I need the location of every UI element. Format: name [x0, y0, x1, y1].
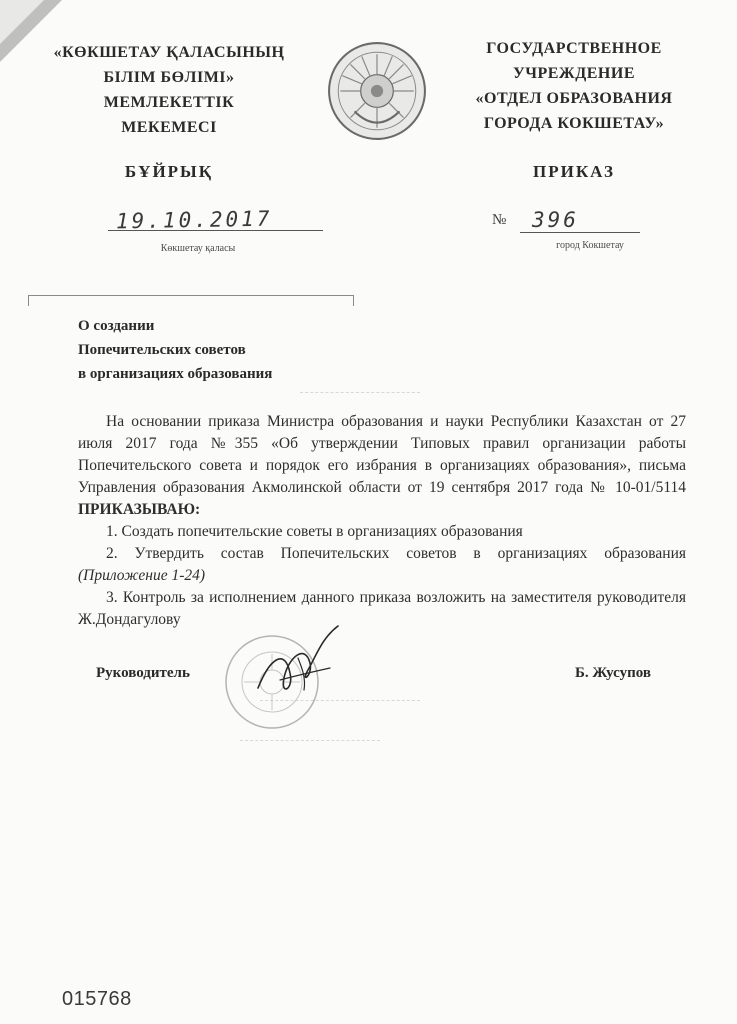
- header-ru: [455, 36, 693, 136]
- document-serial-number: 015768: [62, 988, 132, 1010]
- header-ru-line: ГОРОДА КОКШЕТАУ»: [483, 115, 665, 132]
- order-subject: [78, 314, 272, 386]
- order-date: 19.10.2017: [115, 206, 273, 234]
- state-emblem-icon: [326, 40, 428, 142]
- header-kz: [40, 40, 298, 140]
- order-body: [78, 411, 686, 631]
- subject-line: О создании: [78, 318, 155, 334]
- preamble: [78, 411, 686, 521]
- order-number: 396: [532, 208, 579, 232]
- handwritten-signature: [250, 618, 345, 703]
- order-item-3: 3. Контроль за исполнением данного приказа возложить на заместителя руководителя Ж.Дондагулову: [78, 589, 686, 628]
- number-underline: [520, 232, 640, 233]
- header-kz-line: БІЛІМ БӨЛІМІ»: [103, 69, 235, 86]
- subject-line: Попечительских советов: [78, 342, 246, 358]
- subject-line: в организациях образования: [78, 366, 273, 382]
- header-kz-line: МЕКЕМЕСІ: [121, 119, 217, 136]
- order-keyword: ПРИКАЗЫВАЮ:: [78, 501, 201, 518]
- preamble-text: На основании приказа Министра образования и науки Республики Казахстан от 27 июля 2017 года №355 «Об утверждении Типовых правил организации работы Попечительского совета и порядок его избрания в организациях образования», письма Управления образования Акмолинской области от 19 сентября 2017 года № 10-01/5114: [78, 413, 686, 496]
- order-item-2: [78, 543, 686, 587]
- subject-bracket: [28, 295, 354, 306]
- folded-corner-inner: [0, 0, 44, 44]
- doc-type-ru: ПРИКАЗ: [533, 162, 615, 181]
- appendix-ref: (Приложение 1-24): [78, 567, 206, 584]
- header-ru-line: УЧРЕЖДЕНИЕ: [513, 65, 635, 82]
- header-kz-line: «КӨКШЕТАУ ҚАЛАСЫНЫҢ: [53, 44, 285, 61]
- signatory-position: Руководитель: [96, 665, 190, 681]
- city-kz: Көкшетау қаласы: [160, 243, 236, 254]
- order-item-1: 1. Создать попечительские советы в организациях образования: [106, 523, 523, 540]
- header-ru-line: ГОСУДАРСТВЕННОЕ: [486, 40, 662, 57]
- city-ru: город Кокшетау: [556, 240, 624, 251]
- bleed-through-mark: [240, 740, 380, 741]
- number-sign: №: [492, 212, 507, 228]
- date-underline: [108, 230, 323, 231]
- order-item-2-text: 2. Утвердить состав Попечительских советов в организациях образования: [106, 545, 686, 562]
- bleed-through-mark: [300, 392, 420, 393]
- signatory-name: Б. Жусупов: [575, 665, 651, 681]
- header-ru-line: «ОТДЕЛ ОБРАЗОВАНИЯ: [475, 90, 673, 107]
- header-kz-line: МЕМЛЕКЕТТІК: [103, 94, 235, 111]
- doc-type-kz: БҰЙРЫҚ: [124, 162, 214, 181]
